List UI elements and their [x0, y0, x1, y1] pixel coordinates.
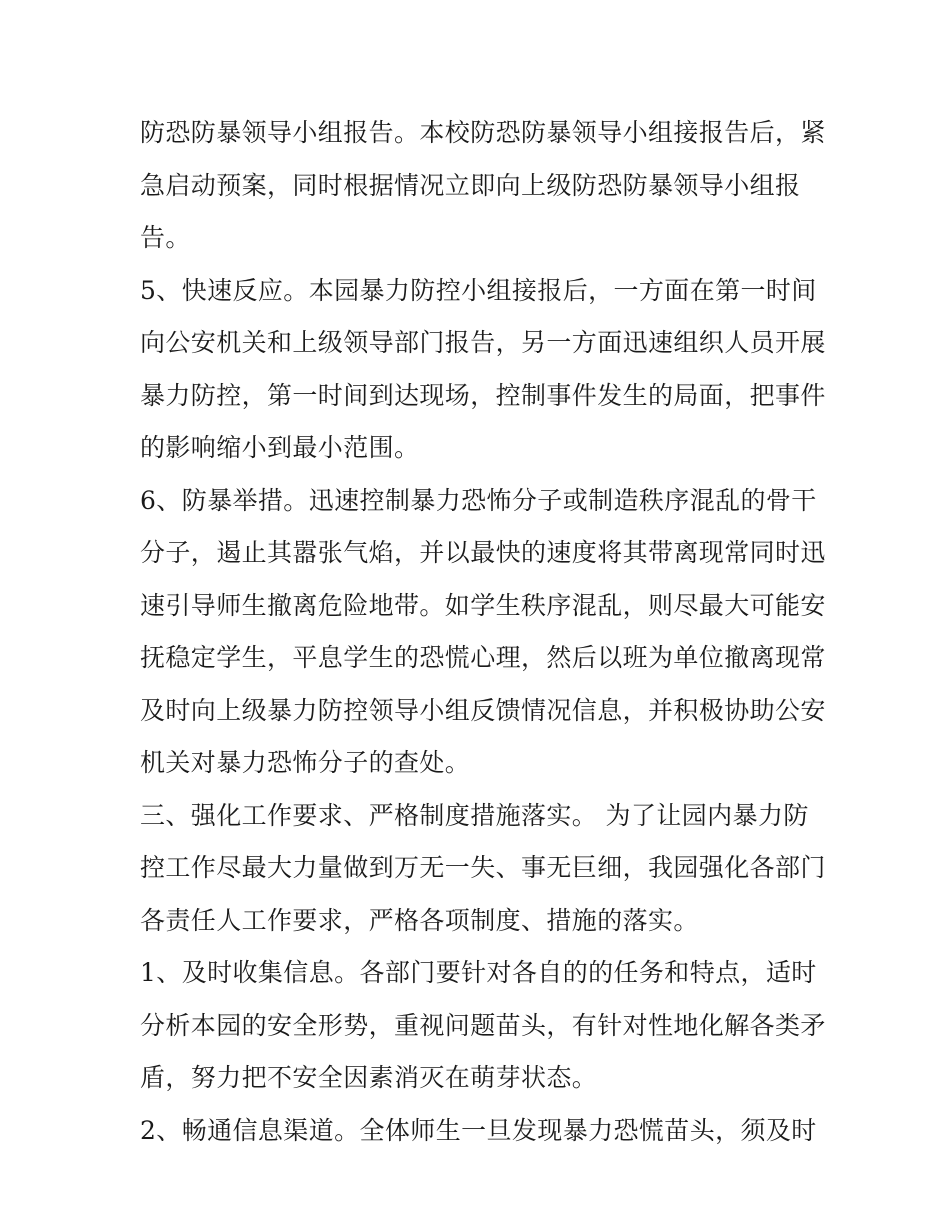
text-line: 分析本园的安全形势，重视问题苗头，有针对性地化解各类矛 — [140, 1010, 826, 1040]
text-line: 的影响缩小到最小范围。 — [140, 433, 420, 462]
text-line: 机关对暴力恐怖分子的查处。 — [140, 748, 471, 777]
text-line: 告。 — [140, 223, 191, 252]
text-line: 抚稳定学生，平息学生的恐慌心理，然后以班为单位撤离现常 — [140, 643, 826, 672]
text-line: 速引导师生撤离危险地带。如学生秩序混乱，则尽最大可能安 — [140, 590, 826, 620]
text-line: 及时向上级暴力防控领导小组反馈情况信息，并积极协助公安 — [140, 695, 826, 725]
text-line: 分子，遏止其嚣张气焰，并以最快的速度将其带离现常同时迅 — [140, 538, 826, 567]
text-line: 急启动预案，同时根据情况立即向上级防恐防暴领导小组报 — [140, 170, 801, 200]
text-line: 向公安机关和上级领导部门报告，另一方面迅速组织人员开展 — [140, 328, 826, 357]
text-line: 暴力防控，第一时间到达现场，控制事件发生的局面，把事件 — [140, 380, 826, 410]
text-line: 5、快速反应。本园暴力防控小组接报后，一方面在第一时间 — [140, 275, 817, 305]
text-line: 各责任人工作要求，严格各项制度、措施的落实。 — [140, 905, 699, 935]
document-body — [140, 107, 826, 1157]
text-line: 2、畅通信息渠道。全体师生一旦发现暴力恐慌苗头，须及时 — [140, 1115, 817, 1145]
text-line: 控工作尽最大力量做到万无一失、事无巨细，我园强化各部门 — [140, 853, 826, 882]
text-line: 6、防暴举措。迅速控制暴力恐怖分子或制造秩序混乱的骨干 — [140, 485, 817, 515]
text-line: 防恐防暴领导小组报告。本校防恐防暴领导小组接报告后，紧 — [140, 118, 826, 147]
text-line: 盾，努力把不安全因素消灭在萌芽状态。 — [140, 1063, 598, 1092]
text-line: 三、强化工作要求、严格制度措施落实。 为了让园内暴力防 — [140, 800, 809, 830]
text-line: 1、及时收集信息。各部门要针对各自的的任务和特点，适时 — [140, 958, 817, 987]
